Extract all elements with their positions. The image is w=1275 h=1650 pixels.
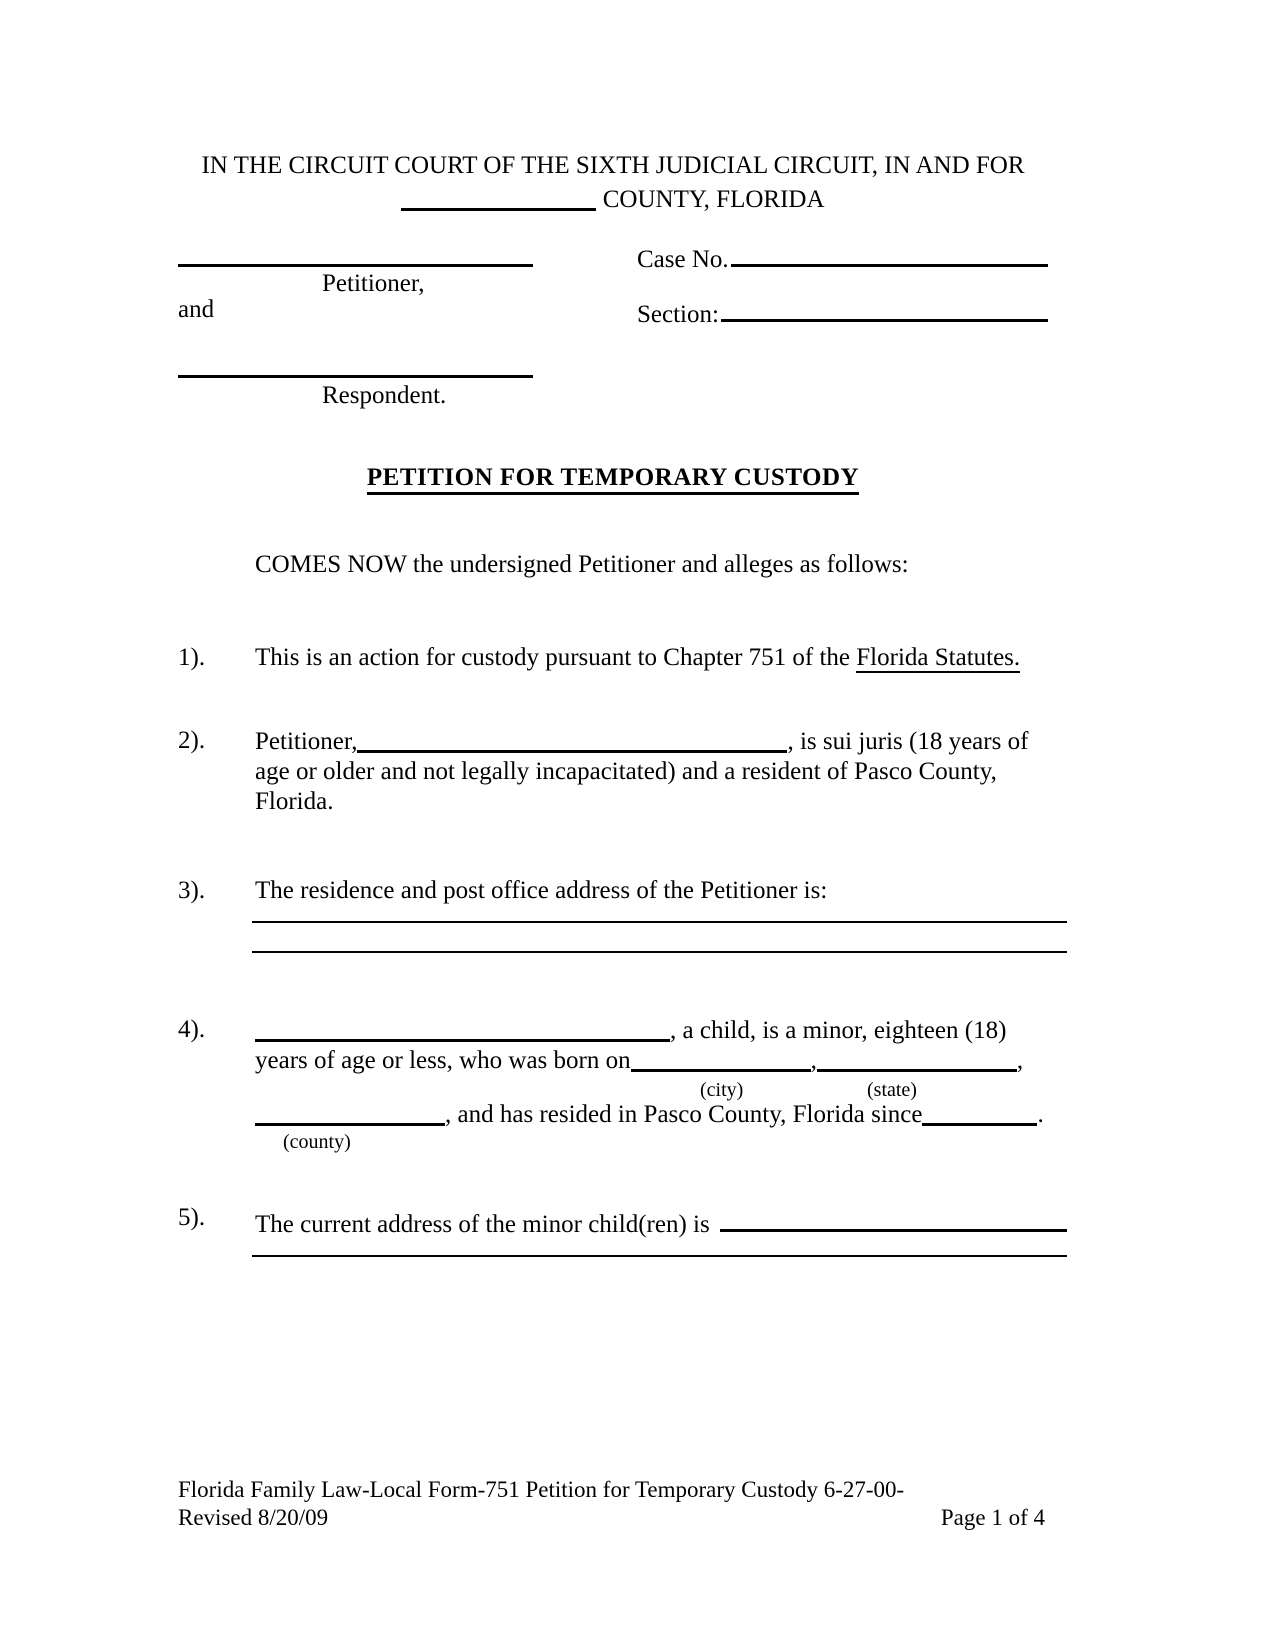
section-row [637,293,1048,328]
item-1-text-before: This is an action for custody pursuant to Chapter 751 of the [255,644,857,671]
intro-paragraph: COMES NOW the undersigned Petitioner and alleges as follows: [255,551,909,578]
florida-statutes-underlined: Florida Statutes. [856,644,1021,671]
item-2-text [255,726,1067,817]
document-title [178,464,1048,492]
county-caption: (county) [283,1131,351,1153]
birth-state-blank [817,1045,1017,1072]
child-address-line-2 [252,1255,1067,1257]
respondent-label: Respondent. [322,382,447,409]
footer-form-title: Florida Family Law-Local Form-751 Petition for Temporary Custody 6-27-00- [178,1477,905,1502]
item-4-period: . [1037,1101,1044,1128]
and-label: and [178,296,215,323]
section-blank [721,293,1048,322]
item-1-number: 1). [178,644,206,671]
city-caption: (city) [700,1079,744,1101]
county-blank [401,184,596,211]
respondent-name-blank [178,375,533,378]
item-4-line-1-text: , a child, is a minor, eighteen (18) [670,1017,1007,1044]
petitioner-address-line-2 [252,951,1067,953]
footer-revised-date: Revised 8/20/09 [178,1505,329,1530]
item-5-text: The current address of the minor child(ren) is [255,1211,710,1238]
item-2-text-after: , is sui juris (18 years of age or older and not legally incapacitated) and a resident of Pasco County, Florida. [255,728,1029,815]
item-3-number: 3). [178,877,206,904]
item-5-number: 5). [178,1204,206,1231]
item-4-line-2-text: years of age or less, who was born on [255,1047,631,1074]
item-3 [178,876,1067,906]
item-4-line-3-text: , and has resided in Pasco County, Florida since [445,1101,923,1128]
county-florida-label: COUNTY, FLORIDA [602,186,825,213]
page-indicator: Page 1 of 4 [940,1505,1045,1530]
case-no-label: Case No. [637,246,729,273]
residence-since-blank [922,1099,1037,1126]
item-2 [178,726,1067,817]
case-number-blank [731,238,1048,267]
comma-2: , [1016,1047,1024,1074]
item-3-text: The residence and post office address of the Petitioner is: [255,877,828,904]
petitioner-address-line-1 [252,921,1067,923]
case-number-row [637,238,1048,273]
item-4 [178,1015,1067,1155]
item-4-number: 4). [178,1016,206,1043]
court-header-line2 [178,184,1048,214]
section-label: Section: [637,301,719,328]
petitioner-fillin-blank [357,726,787,753]
item-4-line-2 [255,1045,1023,1076]
item-2-text-before: Petitioner, [255,728,358,755]
petitioner-label: Petitioner, [322,270,425,297]
court-header-line1: IN THE CIRCUIT COURT OF THE SIXTH JUDICIAL CIRCUIT, IN AND FOR [201,152,1025,179]
child-name-blank [255,1015,670,1042]
item-4-body [255,1015,1067,1155]
document-title-text: PETITION FOR TEMPORARY CUSTODY [367,464,859,495]
item-5-row [255,1203,1067,1238]
item-4-line-3 [255,1099,1044,1130]
item-1-text [255,643,1067,673]
petitioner-name-blank [178,264,533,267]
item-4-line-1 [255,1015,1006,1046]
comma-1: , [810,1047,817,1074]
birth-city-blank [631,1045,811,1072]
state-caption: (state) [867,1079,917,1101]
item-2-number: 2). [178,727,206,754]
birth-county-blank [255,1099,445,1126]
item-1 [178,643,1067,673]
child-address-blank [720,1203,1067,1232]
item-5 [178,1203,1067,1238]
